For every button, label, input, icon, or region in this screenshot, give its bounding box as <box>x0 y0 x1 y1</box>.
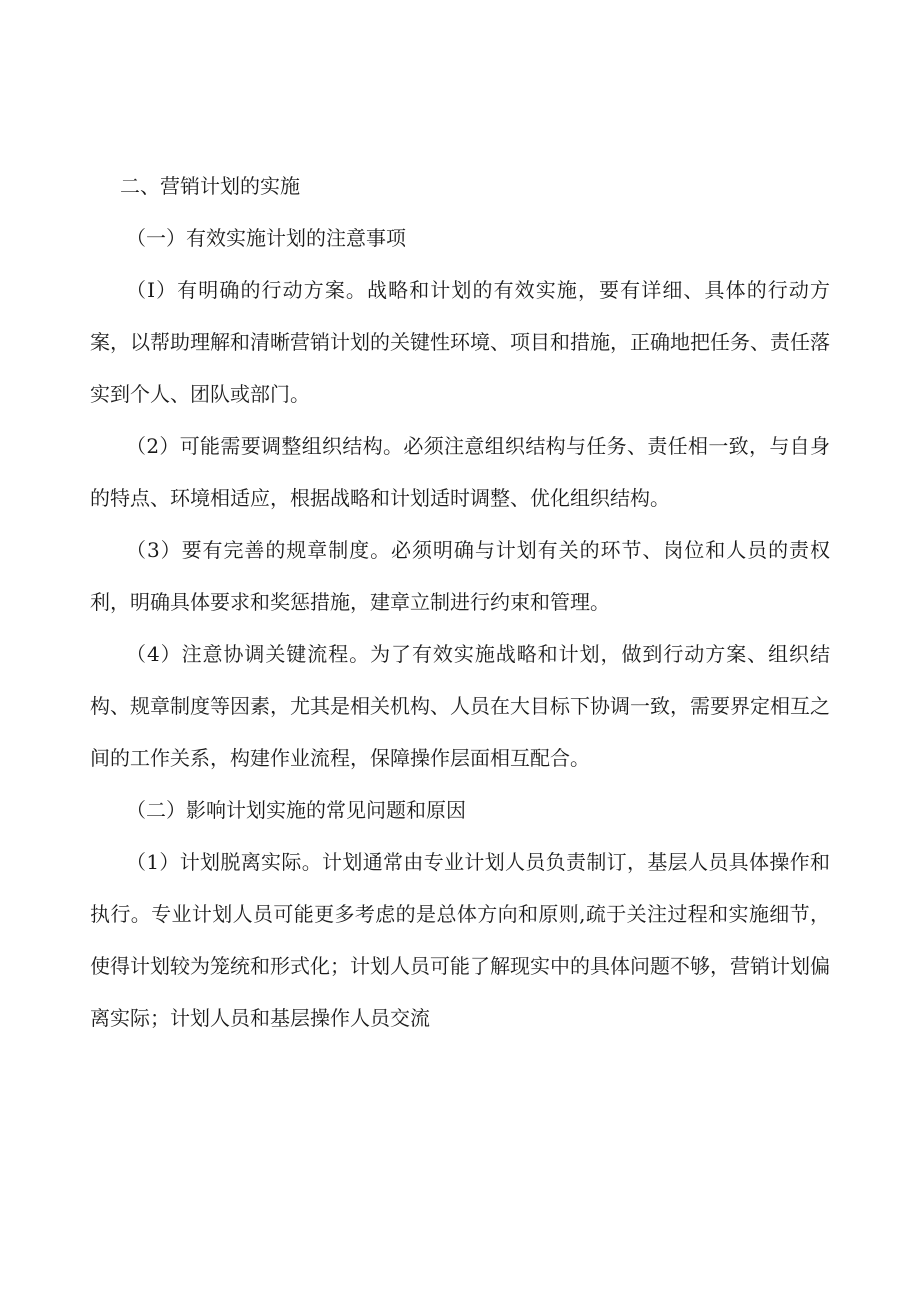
paragraph-item-2: （2）可能需要调整组织结构。必须注意组织结构与任务、责任相一致，与自身的特点、环境相适应，根据战略和计划适时调整、优化组织结构。 <box>90 434 830 510</box>
paragraph-item-4: （4）注意协调关键流程。为了有效实施战略和计划，做到行动方案、组织结构、规章制度等因素，尤其是相关机构、人员在大目标下协调一致，需要界定相互之间的工作关系，构建作业流程，保障操作层面相互配合。 <box>90 642 830 770</box>
paragraph-item-1: （I）有明确的行动方案。战略和计划的有效实施，要有详细、具体的行动方案，以帮助理解和清晰营销计划的关键性环境、项目和措施，正确地把任务、责任落实到个人、团队或部门。 <box>90 278 830 406</box>
section-heading: 二、营销计划的实施 <box>120 174 300 198</box>
subsection-heading-2: （二）影响计划实施的常见问题和原因 <box>126 798 466 822</box>
paragraph-item-5: （1）计划脱离实际。计划通常由专业计划人员负责制订，基层人员具体操作和执行。专业计划人员可能更多考虑的是总体方向和原则,疏于关注过程和实施细节，使得计划较为笼统和形式化；计划人员可能了解现实中的具体问题不够，营销计划偏离实际；计划人员和基层操作人员交流 <box>90 850 830 1030</box>
document-body <box>90 160 830 1044</box>
subsection-heading-1: （一）有效实施计划的注意事项 <box>126 226 406 250</box>
paragraph-item-3: （3）要有完善的规章制度。必须明确与计划有关的环节、岗位和人员的责权利，明确具体要求和奖惩措施，建章立制进行约束和管理。 <box>90 538 830 614</box>
